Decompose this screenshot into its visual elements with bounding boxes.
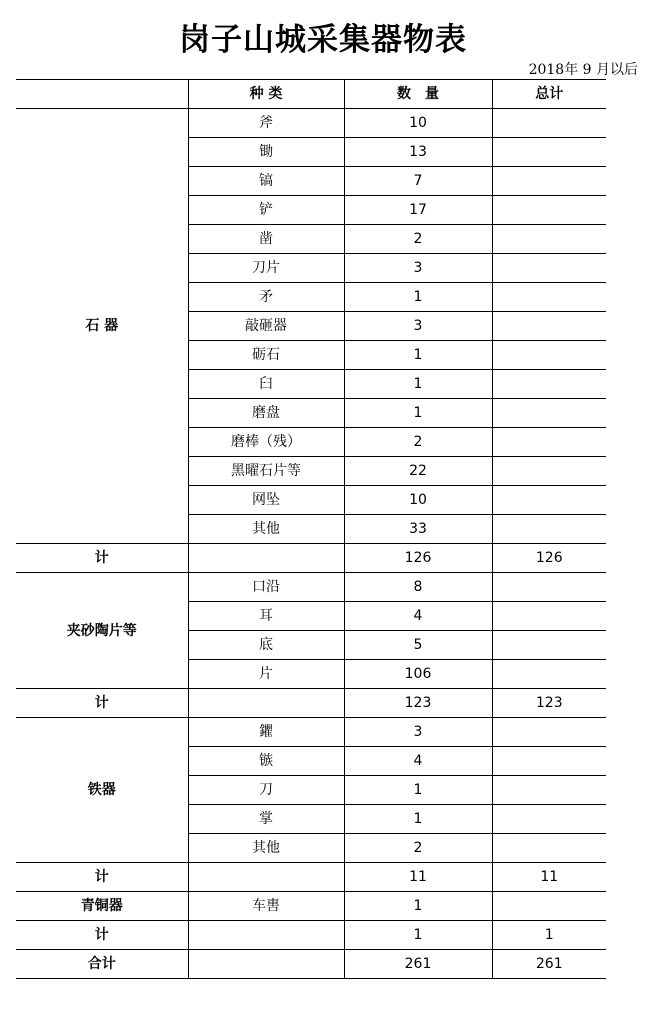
header-count: 数 量 <box>344 80 492 109</box>
item-total <box>492 747 606 776</box>
subtotal-total: 1 <box>492 921 606 950</box>
item-total <box>492 138 606 167</box>
item-total <box>492 167 606 196</box>
subtotal-label: 计 <box>16 863 188 892</box>
item-name: 矛 <box>188 283 344 312</box>
item-count: 17 <box>344 196 492 225</box>
subtotal-row <box>16 863 606 892</box>
item-name: 口沿 <box>188 573 344 602</box>
subtotal-count: 1 <box>344 921 492 950</box>
item-name: 锄 <box>188 138 344 167</box>
category-label: 青铜器 <box>16 892 188 921</box>
item-name: 镐 <box>188 167 344 196</box>
item-count: 22 <box>344 457 492 486</box>
item-total <box>492 515 606 544</box>
subtotal-count: 126 <box>344 544 492 573</box>
item-name: 网坠 <box>188 486 344 515</box>
item-count: 3 <box>344 312 492 341</box>
item-total <box>492 428 606 457</box>
category-label: 夹砂陶片等 <box>16 573 188 689</box>
header-row <box>16 80 606 109</box>
item-name: 刀 <box>188 776 344 805</box>
header-total: 总计 <box>492 80 606 109</box>
table-body <box>16 80 606 979</box>
item-total <box>492 283 606 312</box>
item-count: 106 <box>344 660 492 689</box>
subtotal-kind <box>188 689 344 718</box>
item-count: 10 <box>344 109 492 138</box>
item-total <box>492 399 606 428</box>
item-count: 1 <box>344 283 492 312</box>
item-total <box>492 631 606 660</box>
item-total <box>492 834 606 863</box>
subtotal-total: 126 <box>492 544 606 573</box>
item-count: 1 <box>344 805 492 834</box>
item-count: 1 <box>344 341 492 370</box>
item-total <box>492 341 606 370</box>
item-name: 其他 <box>188 834 344 863</box>
subtotal-label: 计 <box>16 544 188 573</box>
item-name: 耳 <box>188 602 344 631</box>
item-total <box>492 196 606 225</box>
item-total <box>492 109 606 138</box>
header-kind: 种 类 <box>188 80 344 109</box>
item-count: 10 <box>344 486 492 515</box>
item-count: 13 <box>344 138 492 167</box>
item-count: 1 <box>344 776 492 805</box>
item-count: 4 <box>344 747 492 776</box>
grand-total-total: 261 <box>492 950 606 979</box>
item-count: 3 <box>344 718 492 747</box>
item-name: 片 <box>188 660 344 689</box>
subtotal-kind <box>188 544 344 573</box>
item-total <box>492 457 606 486</box>
item-row <box>16 109 606 138</box>
category-label: 石 器 <box>16 109 188 544</box>
item-total <box>492 805 606 834</box>
item-total <box>492 660 606 689</box>
grand-total-row <box>16 950 606 979</box>
item-name: 砺石 <box>188 341 344 370</box>
item-row <box>16 718 606 747</box>
artifact-table <box>16 79 606 979</box>
item-count: 2 <box>344 225 492 254</box>
subtotal-label: 计 <box>16 689 188 718</box>
item-name: 鑺 <box>188 718 344 747</box>
item-name: 黑曜石片等 <box>188 457 344 486</box>
subtotal-row <box>16 544 606 573</box>
item-count: 1 <box>344 399 492 428</box>
item-name: 底 <box>188 631 344 660</box>
item-count: 5 <box>344 631 492 660</box>
grand-total-label: 合计 <box>16 950 188 979</box>
item-name: 其他 <box>188 515 344 544</box>
subtotal-kind <box>188 863 344 892</box>
item-name: 臼 <box>188 370 344 399</box>
item-name: 铲 <box>188 196 344 225</box>
item-total <box>492 370 606 399</box>
subtotal-kind <box>188 921 344 950</box>
item-count: 1 <box>344 370 492 399</box>
subtotal-total: 11 <box>492 863 606 892</box>
item-total <box>492 718 606 747</box>
item-name: 车軎 <box>188 892 344 921</box>
item-row <box>16 573 606 602</box>
subtotal-row <box>16 921 606 950</box>
item-total <box>492 312 606 341</box>
item-count: 33 <box>344 515 492 544</box>
item-total <box>492 225 606 254</box>
subtotal-count: 11 <box>344 863 492 892</box>
item-count: 3 <box>344 254 492 283</box>
item-count: 2 <box>344 834 492 863</box>
item-total <box>492 486 606 515</box>
item-total <box>492 602 606 631</box>
item-name: 刀片 <box>188 254 344 283</box>
item-name: 磨棒（残） <box>188 428 344 457</box>
item-name: 凿 <box>188 225 344 254</box>
header-category <box>16 80 188 109</box>
item-total <box>492 776 606 805</box>
grand-total-count: 261 <box>344 950 492 979</box>
item-name: 斧 <box>188 109 344 138</box>
item-name: 镞 <box>188 747 344 776</box>
grand-total-kind <box>188 950 344 979</box>
subtotal-count: 123 <box>344 689 492 718</box>
subtotal-row <box>16 689 606 718</box>
subtotal-label: 计 <box>16 921 188 950</box>
item-name: 敲砸器 <box>188 312 344 341</box>
item-count: 7 <box>344 167 492 196</box>
item-count: 2 <box>344 428 492 457</box>
item-total <box>492 254 606 283</box>
item-name: 掌 <box>188 805 344 834</box>
item-row <box>16 892 606 921</box>
item-count: 8 <box>344 573 492 602</box>
item-total <box>492 573 606 602</box>
date-note: 2018年 9 月以后 <box>528 62 638 78</box>
subtotal-total: 123 <box>492 689 606 718</box>
item-count: 1 <box>344 892 492 921</box>
item-total <box>492 892 606 921</box>
item-count: 4 <box>344 602 492 631</box>
page-title: 岗子山城采集器物表 <box>179 22 467 58</box>
category-label: 铁器 <box>16 718 188 863</box>
item-name: 磨盘 <box>188 399 344 428</box>
